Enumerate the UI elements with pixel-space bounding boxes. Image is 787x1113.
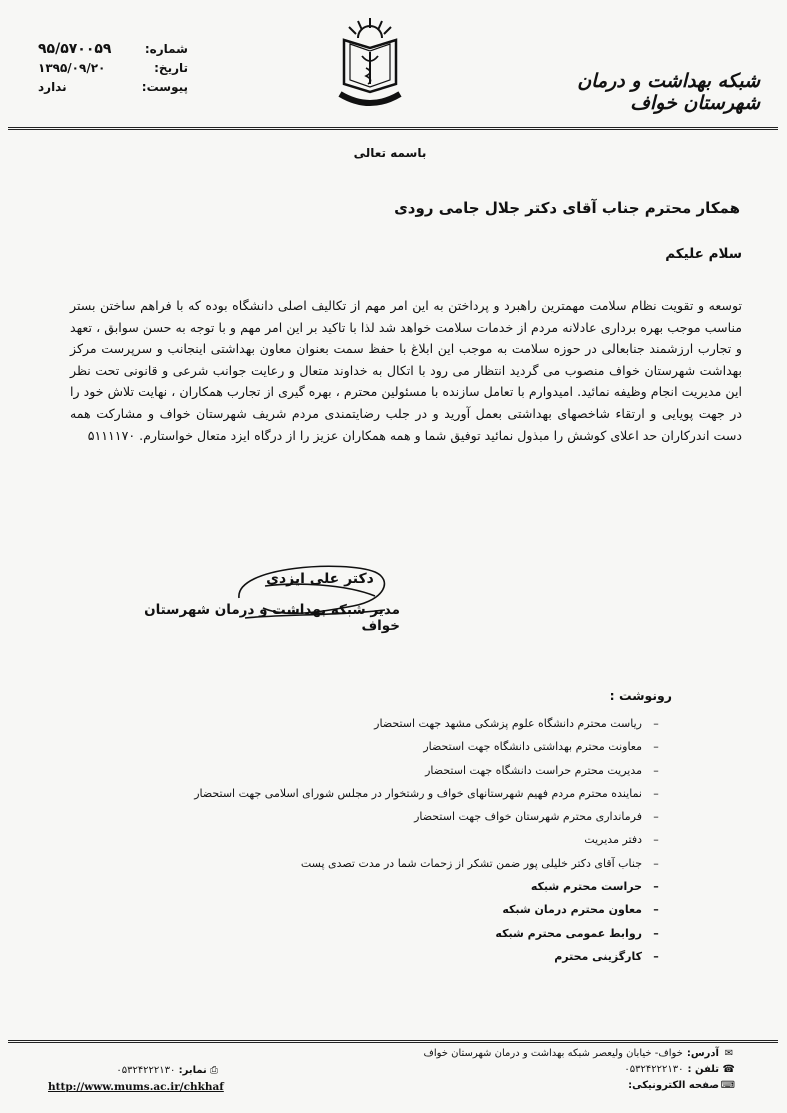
website-link[interactable]: http://www.mums.ac.ir/chkhaf <box>48 1081 224 1093</box>
dash-bullet-icon: – <box>653 880 659 894</box>
footer-contact <box>420 1046 735 1094</box>
date-value: ۱۳۹۵/۰۹/۲۰ <box>38 61 106 75</box>
list-item: – دفتر مدیریت <box>150 828 670 851</box>
fax-row <box>48 1062 218 1079</box>
list-item: – جناب آقای دکتر خلیلی پور ضمن تشکر از زحمات شما در مدت تصدی پست <box>150 852 670 875</box>
greeting: سلام علیکم <box>665 246 742 262</box>
attachment-value: ندارد <box>38 80 67 94</box>
dash-bullet-icon: – <box>653 903 659 917</box>
fax-label: نمابر: <box>178 1065 207 1076</box>
university-logo <box>330 14 410 114</box>
signatory-name: دکتر علی ایزدی <box>266 571 374 587</box>
phone-value: ۰۵۳۲۴۲۲۲۱۳۰ <box>624 1064 684 1075</box>
header-divider <box>8 127 778 130</box>
footer-divider <box>8 1040 778 1043</box>
list-item: – مدیریت محترم حراست دانشگاه جهت استحضار <box>150 759 670 782</box>
dash-bullet-icon: – <box>653 786 659 800</box>
phone-row <box>420 1062 735 1078</box>
dash-bullet-icon: – <box>653 949 659 963</box>
list-item: – کارگزینی محترم <box>150 945 670 968</box>
list-item: – معاونت محترم بهداشتی دانشگاه جهت استحضار <box>150 735 670 758</box>
list-item: – فرمانداری محترم شهرستان خواف جهت استحضار <box>150 805 670 828</box>
attachment-label: پیوست: <box>141 80 188 94</box>
address-row <box>420 1046 735 1062</box>
dash-bullet-icon: – <box>653 810 659 824</box>
address-label: آدرس: <box>686 1048 719 1059</box>
basmala: باسمه تعالی <box>353 146 427 160</box>
dash-bullet-icon: – <box>653 717 659 730</box>
recipient-line: همکار محترم جناب آقای دکتر جلال جامی رودی <box>394 199 740 217</box>
fax-value: ۰۵۳۲۴۲۲۲۱۳۰ <box>116 1065 176 1076</box>
number-value: ۹۵/۵۷۰۰۵۹ <box>38 41 112 57</box>
dash-bullet-icon: – <box>653 763 659 777</box>
number-label: شماره: <box>144 42 188 56</box>
attachment-row <box>38 78 188 97</box>
dash-bullet-icon: – <box>653 926 659 940</box>
envelope-icon: ✉ <box>724 1048 734 1059</box>
date-row <box>38 59 188 78</box>
dash-bullet-icon: – <box>653 833 659 847</box>
university-emblem-icon <box>330 14 410 114</box>
reference-block <box>38 40 188 97</box>
list-item: – حراست محترم شبکه <box>150 875 670 898</box>
cc-list <box>150 712 670 968</box>
fax-icon: ⎙ <box>210 1065 218 1076</box>
cc-heading: رونوشت : <box>609 688 672 703</box>
list-item: – معاون محترم درمان شبکه <box>150 898 670 921</box>
signatory-title: مدیر شبکه بهداشت و درمان شهرستان خواف <box>144 602 400 634</box>
list-item: – روابط عمومی محترم شبکه <box>150 922 670 945</box>
list-item: – ریاست محترم دانشگاه علوم پزشکی مشهد جهت استحضار <box>150 712 670 735</box>
footer-fax-web <box>48 1062 224 1096</box>
phone-label: تلفن : <box>687 1064 719 1075</box>
email-label: صفحه الکترونیکی: <box>628 1080 719 1091</box>
network-name: شبکه بهداشت و درمان شهرستان خواف <box>577 70 760 114</box>
mouse-icon: ⌨ <box>720 1080 735 1091</box>
address-value: خواف- خیابان ولیعصر شبکه بهداشت و درمان شهرستان خواف <box>423 1048 683 1059</box>
dash-bullet-icon: – <box>653 856 659 870</box>
number-row <box>38 40 188 59</box>
phone-icon: ☎ <box>722 1064 735 1075</box>
date-label: تاریخ: <box>154 61 188 75</box>
list-item: – نماینده محترم مردم فهیم شهرستانهای خواف و رشتخوار در مجلس شورای اسلامی جهت استحضار <box>150 782 670 805</box>
email-row <box>420 1078 735 1094</box>
dash-bullet-icon: – <box>653 740 659 754</box>
letter-body: توسعه و تقویت نظام سلامت مهمترین راهبرد و پرداختن به این امر مهم از تکالیف اصلی دانشگاه بوده که با فراهم ساختن بستر مناسب موجب بهره برداری عادلانه مردم از خدمات سلامت خواهد شد لذا با تاکید بر این امر مهم و با توجه به حسن سوابق ، تعهد و تجارب ارزشمند جنابعالی در حوزه سلامت به موجب این ابلاغ با حفظ سمت بعنوان معاون بهداشتی اینجانب و سرپرست مرکز بهداشت شهرستان خواف منصوب می گردید انتظار می رود با اتکال به خداوند متعال و رعایت جوانب شرعی و قانونی تحت نظر این مدیریت انجام وظیفه نمائید. امیدوارم با تعامل سازنده با مسئولین محترم ، بهره گیری از تجارب همکاران ، نهایت تلاش خود را در جهت پویایی و ارتقاء شاخصهای بهداشتی بعمل آورید و در جلب رضایتمندی مردم شریف شهرستان خواف و مشارکت همه دست اندرکاران حد اعلای کوشش را مبذول نمائید توفیق شما و همه همکاران عزیز را از درگاه ایزد متعال خواستارم. ۵۱۱۱۱۷۰ <box>70 298 742 443</box>
